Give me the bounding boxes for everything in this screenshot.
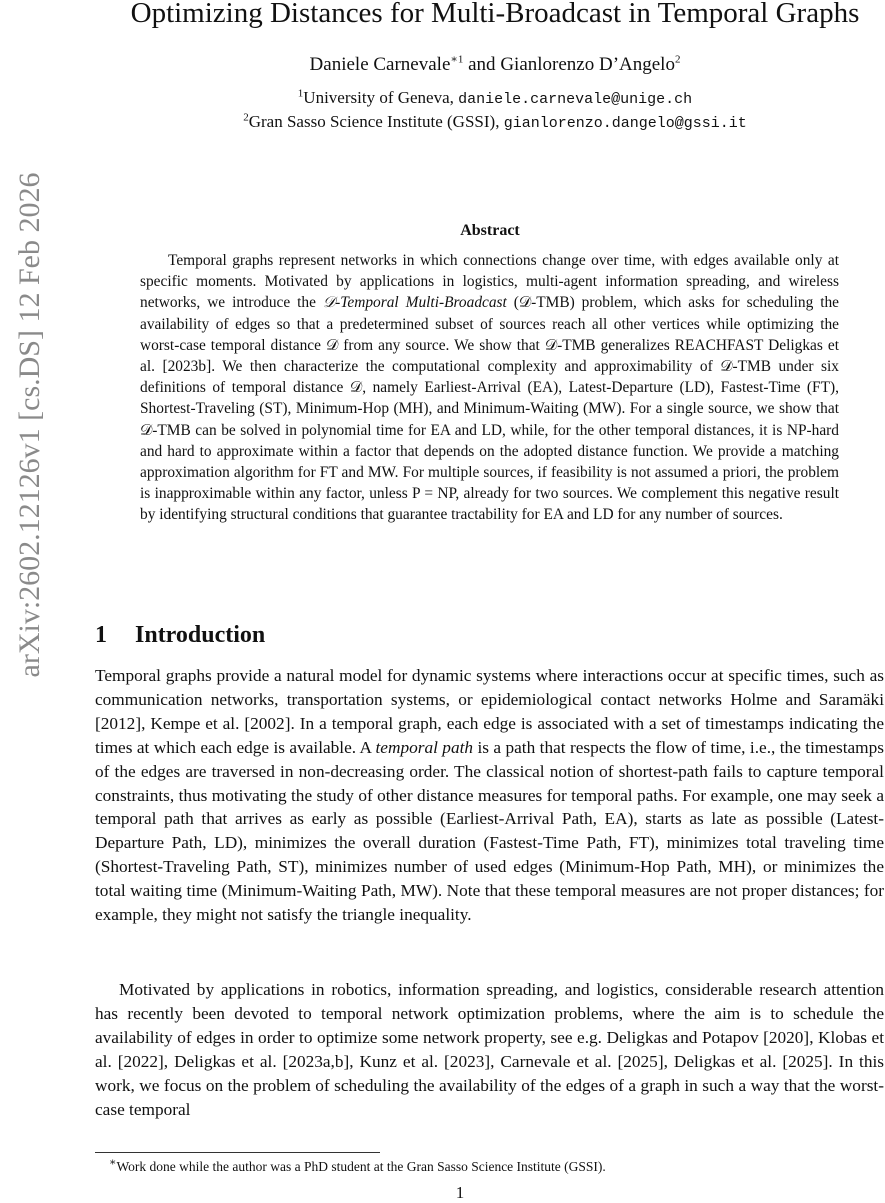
abstract-problem-name: 𝒟-Temporal Multi-Broadcast xyxy=(322,294,507,312)
affiliation-line xyxy=(100,110,885,136)
paragraph-italic-term: temporal path xyxy=(375,737,474,757)
affiliation-line xyxy=(100,86,885,112)
author-affiliation-mark: ∗1 xyxy=(450,53,464,66)
author-name: Gianlorenzo D’Angelo xyxy=(500,54,675,75)
paper-title: Optimizing Distances for Multi-Broadcast in Temporal Graphs xyxy=(130,0,860,29)
section-number: 1 xyxy=(95,622,107,648)
abstract-text xyxy=(140,250,839,526)
affiliation-email[interactable]: gianlorenzo.dangelo@gssi.it xyxy=(503,115,747,132)
affiliation-mark: 2 xyxy=(243,111,249,124)
abstract-text-part: Temporal graphs represent networks in which connections change over time, with edges available only at specific moments. Motivated by applications in logistics, multi-agent information spreading, and wireless networks, we introduce the xyxy=(140,252,839,312)
paragraph-text-part: Temporal graphs provide a natural model for dynamic systems where interactions occur at specific times, such as communication networks, transportation systems, or epidemiological contact networks Holme and Saramäki [2012], Kempe et al. [2002]. In a temporal graph, each edge is associated with a set of timestamps indicating the times at which each edge is available. A xyxy=(95,666,884,757)
footnote xyxy=(95,1158,884,1176)
author-line xyxy=(100,52,885,78)
abstract-text-part: (𝒟-TMB) problem, which asks for scheduling the availability of edges so that a predetermined subset of sources reach all other vertices while optimizing the worst-case temporal distance 𝒟 from any source. We show that 𝒟-TMB generalizes REACHFAST Deligkas et al. [2023b]. We then characterize the computational complexity and approximability of 𝒟-TMB under six definitions of temporal distance 𝒟, namely Earliest-Arrival (EA), Latest-Departure (LD), Fastest-Time (FT), Shortest-Traveling (ST), Minimum-Hop (MH), and Minimum-Waiting (MW). For a single source, we show that 𝒟-TMB can be solved in polynomial time for EA and LD, while, for the other temporal distances, it is NP-hard and hard to approximate within a factor that depends on the adopted distance function. We provide a matching approximation algorithm for FT and MW. For multiple sources, if feasibility is not assumed a priori, the problem is inapproximable within any factor, unless P = NP, already for two sources. We complement this negative result by identifying structural conditions that guarantee tractability for EA and LD for any number of sources. xyxy=(140,294,839,524)
page-number: 1 xyxy=(455,1183,465,1202)
paragraph-text-part: is a path that respects the flow of time, i.e., the timestamps of the edges are traversed in non-decreasing order. The classical notion of shortest-path fails to capture temporal constraints, thus motivating the study of other distance measures for temporal paths. For example, one may seek a temporal path that arrives as early as possible (Earliest-Arrival Path, EA), starts as late as possible (Latest-Departure Path, LD), minimizes the overall duration (Fastest-Time Path, FT), minimizes total traveling time (Shortest-Traveling Path, ST), minimizes number of used edges (Minimum-Hop Path, MH), or minimizes the total waiting time (Minimum-Waiting Path, MW). Note that these temporal measures are not proper distances; for example, they might not satisfy the triangle inequality. xyxy=(95,737,884,925)
affiliation-email[interactable]: daniele.carnevale@unige.ch xyxy=(458,91,693,108)
body-paragraph xyxy=(95,664,884,927)
footnote-divider xyxy=(95,1152,380,1153)
affiliation-name: University of Geneva, xyxy=(303,88,459,107)
author-conjunction: and xyxy=(463,54,501,75)
section-heading xyxy=(95,620,795,650)
section-title: Introduction xyxy=(135,622,266,648)
affiliation-name: Gran Sasso Science Institute (GSSI), xyxy=(248,112,504,131)
author-name: Daniele Carnevale xyxy=(309,54,451,75)
body-paragraph: Motivated by applications in robotics, information spreading, and logistics, considerable research attention has recently been devoted to temporal network optimization problems, where the aim is to schedule the availability of edges in order to optimize some network property, see e.g. Deligkas and Potapov [2020], Klobas et al. [2022], Deligkas et al. [2023a,b], Kunz et al. [2023], Carnevale et al. [2025], Deligkas et al. [2025]. In this work, we focus on the problem of scheduling the availability of the edges of a graph in such a way that the worst-case temporal xyxy=(95,980,884,1119)
abstract-heading: Abstract xyxy=(460,222,520,239)
footnote-text: Work done while the author was a PhD student at the Gran Sasso Science Institute (GSSI). xyxy=(116,1159,606,1174)
footnote-mark: ∗ xyxy=(109,1156,117,1169)
affiliation-mark: 1 xyxy=(297,87,304,100)
author-affiliation-mark: 2 xyxy=(674,53,681,66)
arxiv-identifier-stamp: arXiv:2602.12126v1 [cs.DS] 12 Feb 2026 xyxy=(13,172,46,678)
